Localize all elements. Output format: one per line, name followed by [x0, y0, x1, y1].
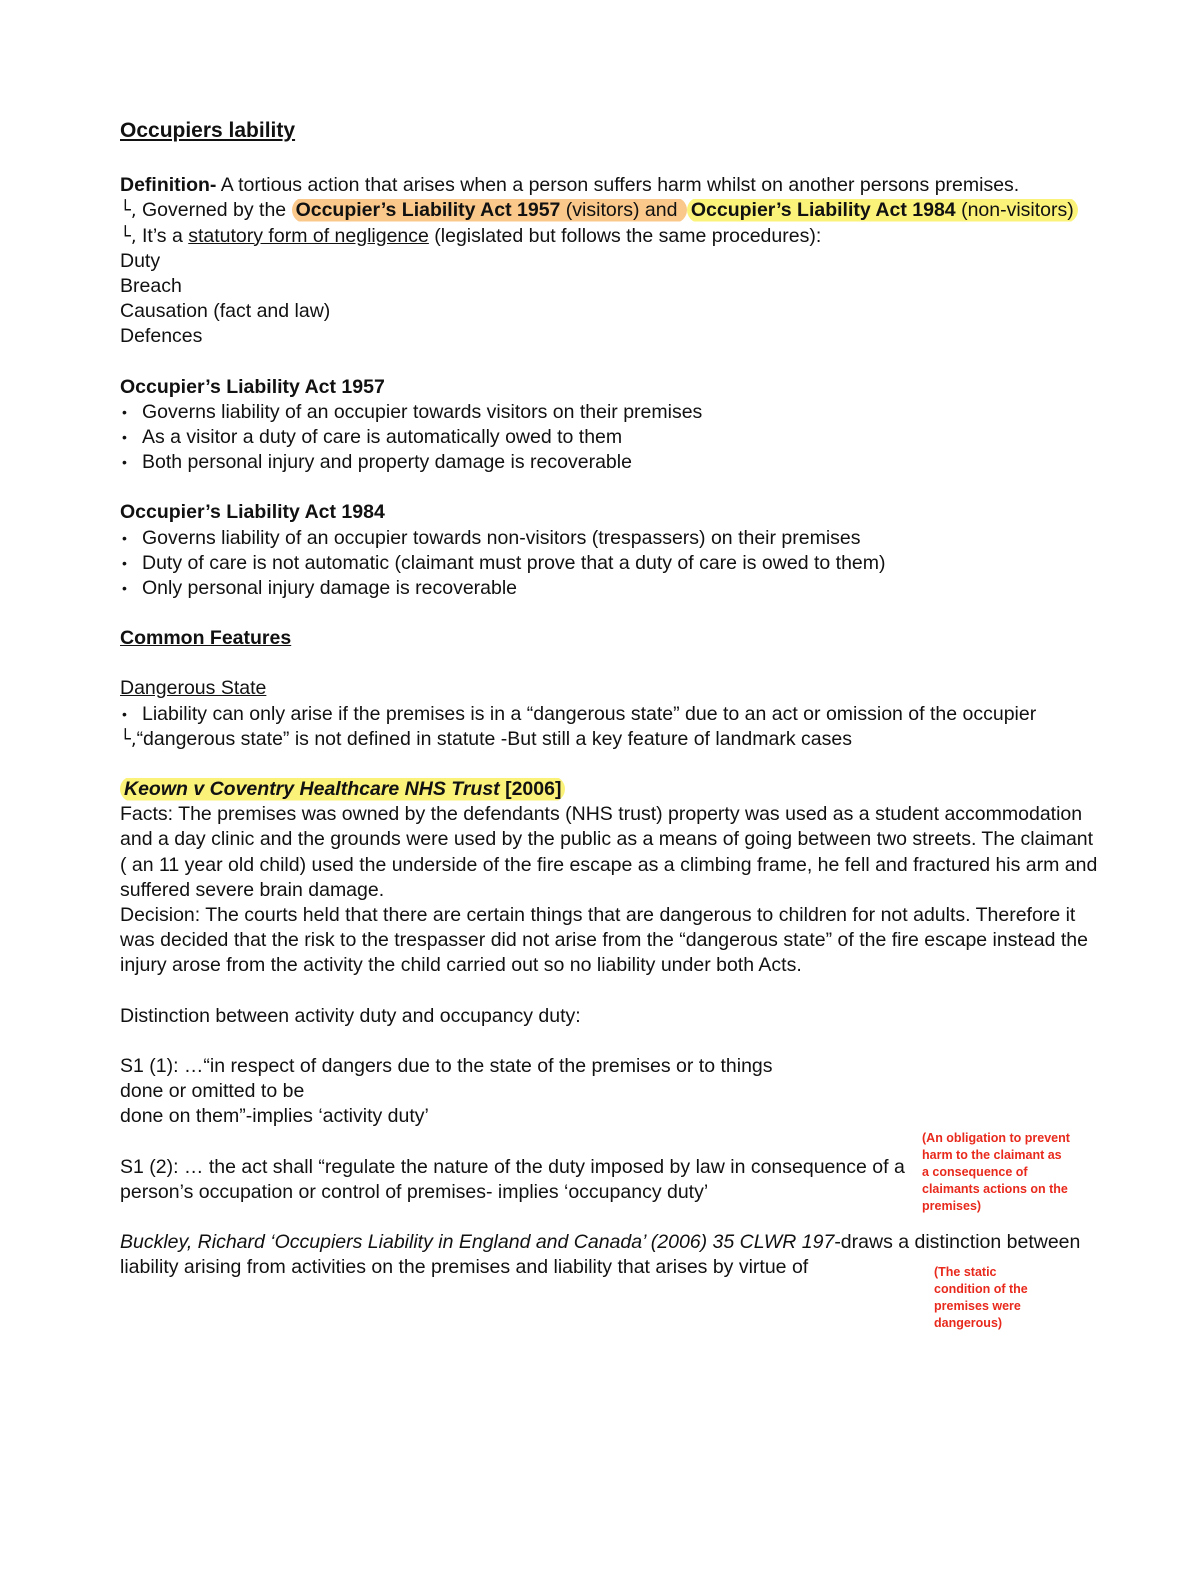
highlight-act-1984: Occupier’s Liability Act 1984 (non-visitors) — [687, 197, 1078, 223]
heading-act-1957: Occupier’s Liability Act 1957 — [120, 375, 385, 398]
notes-body — [120, 118, 1100, 1280]
s1-2-paragraph: S1 (2): … the act shall “regulate the nature of the duty imposed by law in consequence of a person’s occupation or control of premises- implies ‘occupancy duty’ — [120, 1155, 905, 1203]
statutory-line: └, It’s a statutory form of negligence (legislated but follows the same procedures): — [120, 224, 822, 247]
subheading-dangerous-state: Dangerous State — [120, 677, 267, 700]
page-title: Occupiers lability — [120, 119, 296, 142]
statutory-negligence-link: statutory form of negligence — [188, 224, 429, 247]
definition-paragraph: Definition- A tortious action that arises when a person suffers harm whilst on another persons premises. — [120, 174, 1020, 197]
margin-note-activity-duty: (An obligation to prevent harm to the claimant as a consequence of claimants actions on the premises) — [922, 1131, 1070, 1213]
list-item: • Liability can only arise if the premises is in a “dangerous state” due to an act or omission of the occupier — [120, 702, 1100, 727]
dangerous-state-note: └,“dangerous state” is not defined in statute -But still a key feature of landmark cases — [120, 727, 852, 750]
highlight-case-name: Keown v Coventry Healthcare NHS Trust [2006] — [120, 776, 565, 802]
list-item: • Both personal injury and property damage is recoverable — [120, 450, 1100, 475]
buckley-paragraph: Buckley, Richard ‘Occupiers Liability in England and Canada’ (2006) 35 CLWR 197-draws a distinction between liability arising from activities on the premises and liability that arises by virtue of — [120, 1230, 1081, 1279]
list-item: • Duty of care is not automatic (claimant must prove that a duty of care is owed to them) — [120, 551, 1100, 576]
element-breach: Breach — [120, 275, 182, 298]
case-decision: Decision: The courts held that there are certain things that are dangerous to children for not adults. Therefore it was decided that the risk to the trespasser did not arise from the “dangerous state” of the fire escape instead the injury arose from the activity the child carried out so no liability under both Acts. — [120, 904, 1088, 977]
element-causation: Causation (fact and law) — [120, 300, 331, 323]
definition-label: Definition- — [120, 174, 217, 197]
distinction-intro: Distinction between activity duty and occupancy duty: — [120, 1004, 581, 1027]
governed-line: └, Governed by the Occupier’s Liability Act 1957 (visitors) and Occupier’s Liability Act 1984 (non-visitors) — [120, 198, 1100, 223]
list-item: • Only personal injury damage is recoverable — [120, 576, 1100, 601]
s1-1-line: done on them”-implies ‘activity duty’ — [120, 1105, 429, 1128]
list-item: • Governs liability of an occupier towards visitors on their premises — [120, 400, 1100, 425]
arrow-icon: └, — [120, 225, 137, 247]
s1-1-line: S1 (1): …“in respect of dangers due to the state of the premises or to things — [120, 1054, 773, 1077]
margin-note-occupancy-duty: (The static condition of the premises were dangerous) — [934, 1265, 1028, 1330]
list-item: • As a visitor a duty of care is automatically owed to them — [120, 425, 1100, 450]
heading-act-1984: Occupier’s Liability Act 1984 — [120, 501, 385, 524]
buckley-citation: Buckley, Richard ‘Occupiers Liability in England and Canada’ (2006) 35 CLWR 197 — [120, 1230, 835, 1253]
element-duty: Duty — [120, 249, 161, 272]
element-defences: Defences — [120, 325, 203, 348]
arrow-icon: └, — [120, 728, 137, 750]
highlight-act-1957: Occupier’s Liability Act 1957 (visitors) and — [292, 197, 687, 223]
heading-common-features: Common Features — [120, 627, 292, 650]
s1-1-line: done or omitted to be — [120, 1080, 305, 1103]
list-item: • Governs liability of an occupier towards non-visitors (trespassers) on their premises — [120, 526, 1100, 551]
case-heading — [120, 777, 1100, 802]
case-facts: Facts: The premises was owned by the defendants (NHS trust) property was used as a student accommodation and a day clinic and the grounds were used by the public as a means of going between two streets. The claimant ( an 11 year old child) used the underside of the fire escape as a climbing frame, he fell and fractured his arm and suffered severe brain damage. — [120, 803, 1098, 901]
arrow-icon: └, — [120, 200, 137, 222]
